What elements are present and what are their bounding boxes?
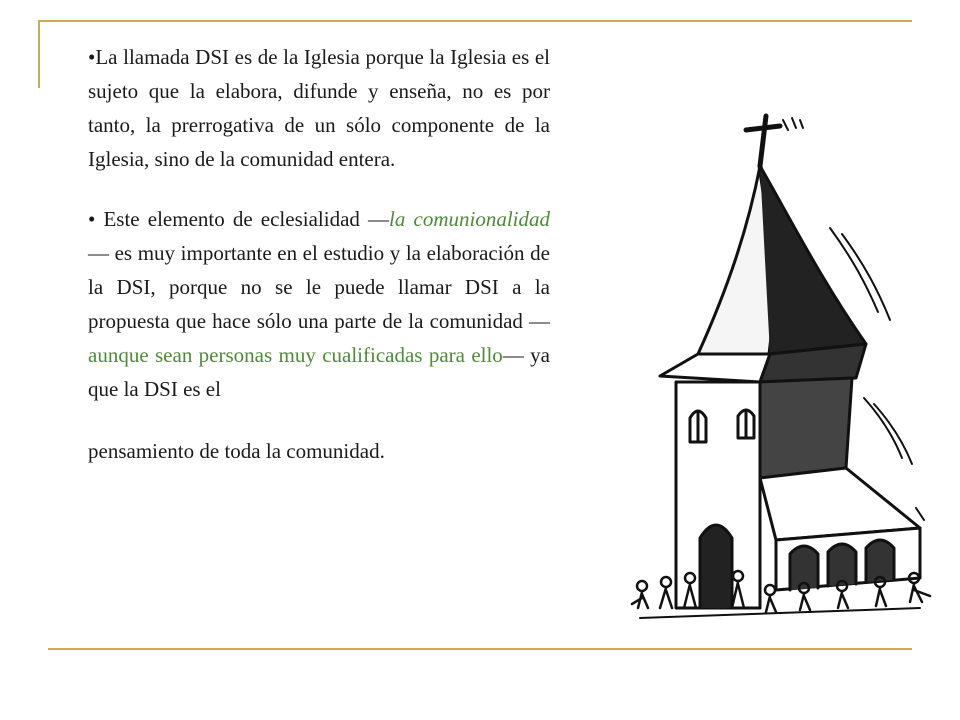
paragraph-2-green-aside: aunque sean personas muy cualificadas para ello	[88, 343, 503, 367]
paragraph-3: pensamiento de toda la comunidad.	[88, 439, 385, 463]
paragraph-2	[88, 202, 550, 406]
paragraph-2-italic-term: la comunionalidad	[389, 207, 550, 231]
left-rule	[38, 20, 40, 88]
paragraph-1: •La llamada DSI es de la Iglesia porque la Iglesia es el sujeto que la elabora, difunde y enseña, no es por tanto, la prerrogativa de un sólo componente de la Iglesia, sino de la comunidad entera.	[88, 45, 550, 171]
paragraph-2-part-1: • Este elemento de eclesialidad —	[88, 207, 390, 231]
body-text	[88, 40, 550, 468]
paragraph-2-part-3: — ya que la DSI es el	[88, 343, 550, 401]
church-carried-by-people-icon	[620, 108, 942, 630]
bottom-rule	[48, 648, 912, 650]
paragraph-2-part-2: — es muy importante en el estudio y la elaboración de la DSI, porque no se le puede llamar DSI a la propuesta que hace sólo una parte de la comunidad —	[88, 241, 550, 333]
top-rule	[40, 20, 912, 22]
